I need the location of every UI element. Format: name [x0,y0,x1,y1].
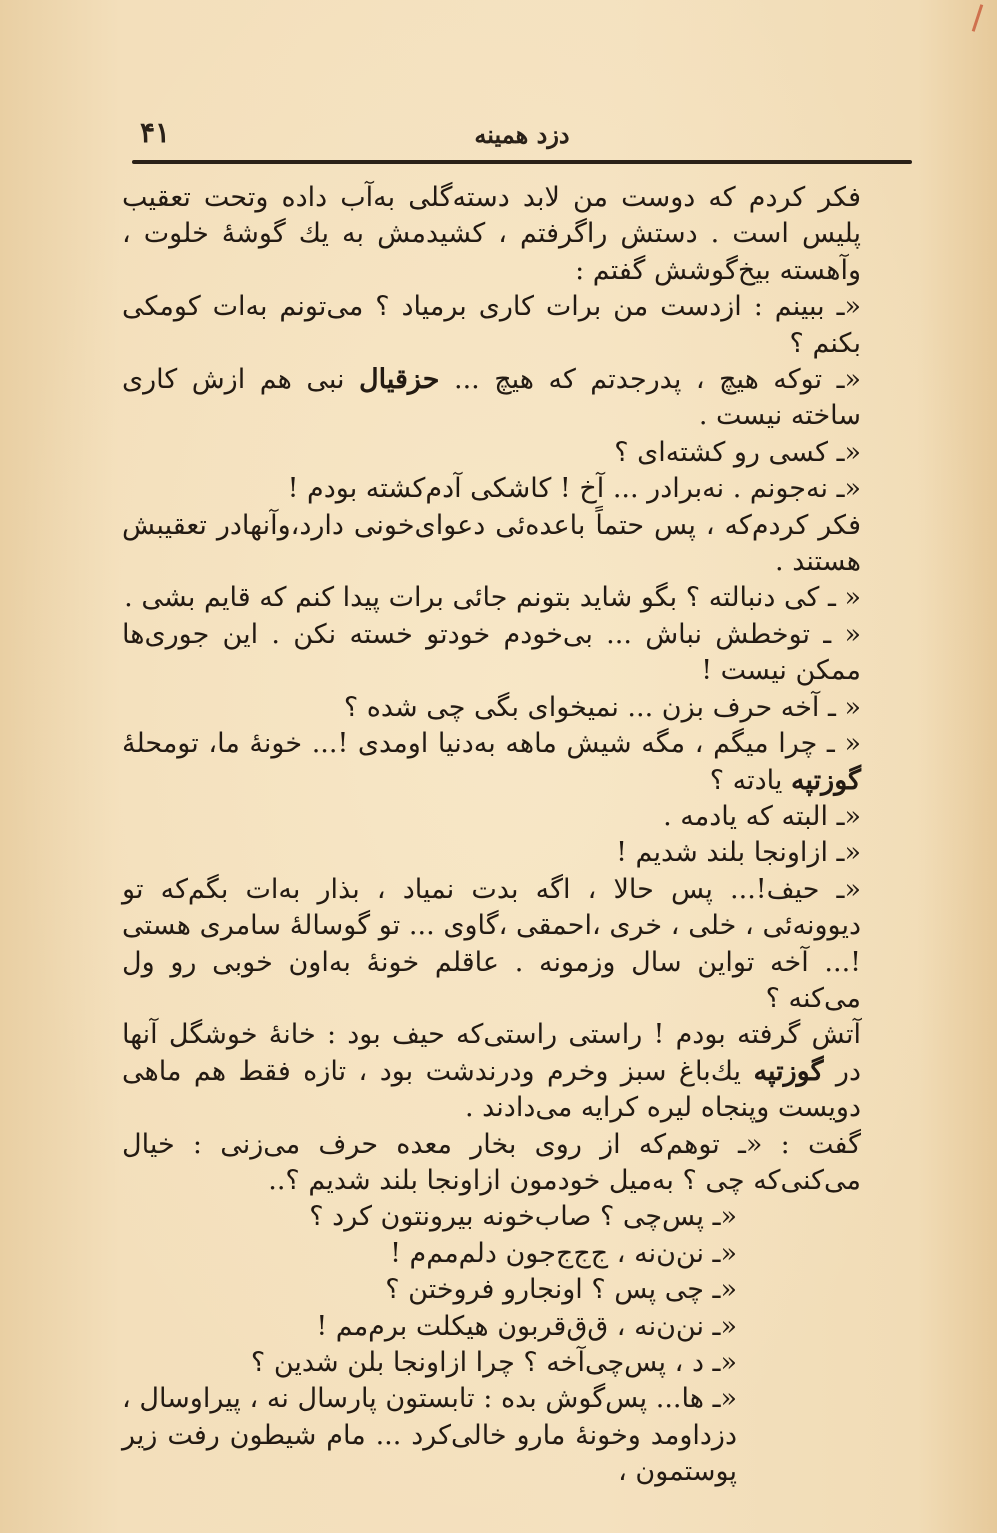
paragraph [122,580,907,616]
text-run: «ـ نه‌جونم . نه‌برادر ... آخ ! کاشکی آدم‌کشته بودم ! [287,473,861,505]
text-run: «ـ د ، پس‌چی‌آخه ؟ چرا ازاونجا بلن شدین ؟ [250,1347,737,1378]
text-run: «ـ نن‌ن‌نه ، ج‌ج‌ج‌جون دلم‌مم‌م ! [390,1237,737,1269]
text-run: «ـ توکه هیچ ، پدرجدتم که هیچ ... [439,364,861,396]
text-run: « ـ توخطش نباش ... بی‌خودم خودتو خسته نکن . این جوری‌ها ممکن نیست ! [122,618,861,687]
bold-name: گوزتپه [791,764,861,796]
text-run: «ـ نن‌ن‌نه ، ق‌ق‌قربون هیکلت برم‌مم ! [316,1310,737,1342]
text-run: یك‌باغ سبز وخرم ودرندشت بود ، تازه فقط هم ماهی دویست وپنجاه لیره کرایه می‌دادند . [122,1055,861,1124]
header-rule [132,160,912,164]
text-run: یادته ؟ [709,764,792,796]
paragraph [122,435,907,471]
text-run: «ـ پس‌چی ؟ صاب‌خونه بیرونتون کرد ؟ [309,1201,737,1233]
text-run: «ـ ببینم : ازدست من برات کاری برمیاد ؟ می‌تونم به‌ات کومکی بکنم ؟ [122,291,861,359]
text-run: «ـ ها... پس‌گوش بده : تابستون پارسال نه ، پیراوسال ، دزداومد وخونهٔ مارو خالی‌کرد ... مام شیطون رفت زیر پوستمون ، [122,1383,737,1488]
page-number: ۴۱ [140,116,171,149]
paragraph [122,1127,907,1200]
paragraph [122,690,907,726]
paragraph [122,508,907,581]
bold-name: حزقیال [359,364,440,396]
text-run: فکر کردم‌که ، پس حتماً باعده‌ئی دعوای‌خونی دارد،وآنهادر تعقیبش هستند . [122,509,861,578]
paragraph [122,872,907,1018]
text-run: آتش گرفته بودم ! راستی راستی‌که حیف بود : خانهٔ خوشگل آنها در [122,1019,861,1087]
paragraph [122,799,907,835]
page-header [132,112,912,152]
paragraph [122,1272,907,1308]
text-run: «ـ البته که یادمه . [663,800,861,832]
paragraph [122,289,907,362]
body-text [122,180,907,1491]
paragraph [122,1345,907,1381]
text-run: «ـ حیف!... پس حالا ، اگه بدت نمیاد ، بذار به‌ات بگم‌که تو دیوونه‌ئی ، خلی ، خری ،احمقی ،گاوی ... تو گوسالهٔ سامری هستی !... آخه تواین سال وزمونه . عاقلم خونهٔ به‌اون خوبی رو ول می‌کنه ؟ [122,873,861,1014]
paragraph [122,1236,907,1272]
text-run: «ـ ازاونجا بلند شدیم ! [616,837,861,869]
text-run: نبی هم ازش کاری ساخته نیست . [122,364,861,432]
page-edge-mark [972,4,984,32]
paragraph [122,835,907,871]
bold-name: گوزتپه [753,1055,824,1087]
text-run: « ـ آخه حرف بزن ... نمیخوای بگی چی شده ؟ [343,691,861,723]
paragraph [122,471,907,507]
paragraph [122,1017,907,1126]
text-run: « ـ کی دنبالته ؟ بگو شاید بتونم جائی برات پیدا کنم که قایم بشی . [124,582,861,614]
paragraph [122,726,907,799]
paragraph [122,1381,907,1490]
text-run: «ـ چی پس ؟ اونجارو فروختن ؟ [385,1274,737,1306]
paragraph [122,1309,907,1345]
text-run: گفت : «ـ توهم‌که از روی بخار معده حرف می‌زنی : خیال می‌کنی‌که چی ؟ به‌میل خودمون ازاونجا بلند شدیم ؟.. [122,1128,861,1196]
paragraph [122,180,907,289]
paragraph [122,617,907,690]
text-run: «ـ کسی رو کشته‌ای ؟ [614,436,861,468]
text-run: « ـ چرا میگم ، مگه شیش ماهه به‌دنیا اومدی !... خونهٔ ما، تومحلهٔ [122,728,861,760]
text-run: فکر کردم که دوست من لابد دسته‌گلی به‌آب داده وتحت تعقیب پلیس است . دستش راگرفتم ، کشیدمش به یك گوشهٔ خلوت ، وآهسته بیخ‌گوشش گفتم : [122,182,861,286]
paragraph [122,1199,907,1235]
paragraph [122,362,907,435]
running-title: دزد همینه [474,120,570,149]
